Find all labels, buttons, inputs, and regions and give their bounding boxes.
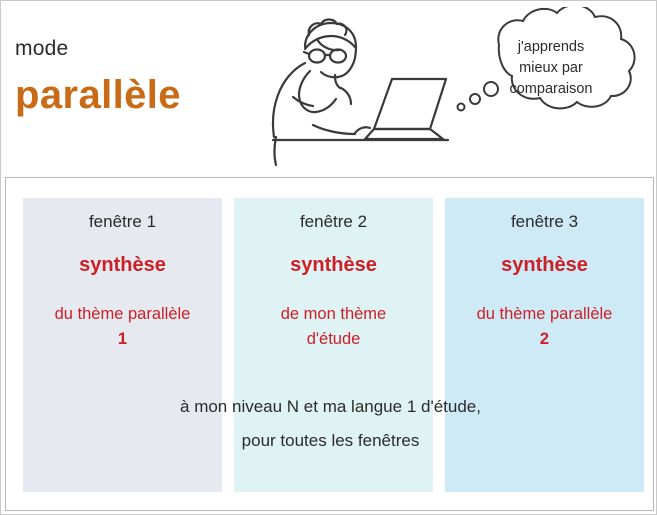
footer-note bbox=[6, 390, 655, 458]
windows-panel bbox=[5, 177, 654, 511]
window-3-subtitle-line-1: du thème parallèle bbox=[476, 305, 613, 323]
person-thinking-at-laptop-icon bbox=[213, 9, 453, 174]
window-1-subtitle-line-1: du thème parallèle bbox=[54, 305, 191, 323]
page-title: parallèle bbox=[15, 73, 181, 117]
window-2-subtitle-line-2: d'étude bbox=[306, 330, 361, 348]
window-3-title: synthèse bbox=[501, 254, 588, 276]
window-1-title: synthèse bbox=[79, 254, 166, 276]
thought-bubble-text bbox=[453, 37, 649, 100]
window-2-subtitle bbox=[234, 302, 433, 352]
window-2-title: synthèse bbox=[290, 254, 377, 276]
thought-bubble bbox=[453, 7, 649, 129]
window-3-header: fenêtre 3 bbox=[510, 212, 579, 231]
window-3-subtitle bbox=[445, 302, 644, 352]
bubble-line-2: mieux par bbox=[519, 60, 583, 76]
header-area bbox=[1, 1, 657, 173]
window-1-header: fenêtre 1 bbox=[88, 212, 157, 231]
bubble-line-1: j'apprends bbox=[517, 39, 585, 55]
window-2-header: fenêtre 2 bbox=[299, 212, 368, 231]
window-2-subtitle-line-1: de mon thème bbox=[280, 305, 387, 323]
window-3-subtitle-line-2: 2 bbox=[539, 330, 550, 348]
window-1-subtitle bbox=[23, 302, 222, 352]
footer-line-1: à mon niveau N et ma langue 1 d'étude, bbox=[180, 397, 481, 416]
window-1-subtitle-line-2: 1 bbox=[117, 330, 128, 348]
bubble-line-3: comparaison bbox=[509, 81, 593, 97]
mode-label: mode bbox=[15, 37, 69, 60]
footer-line-2: pour toutes les fenêtres bbox=[241, 431, 420, 450]
